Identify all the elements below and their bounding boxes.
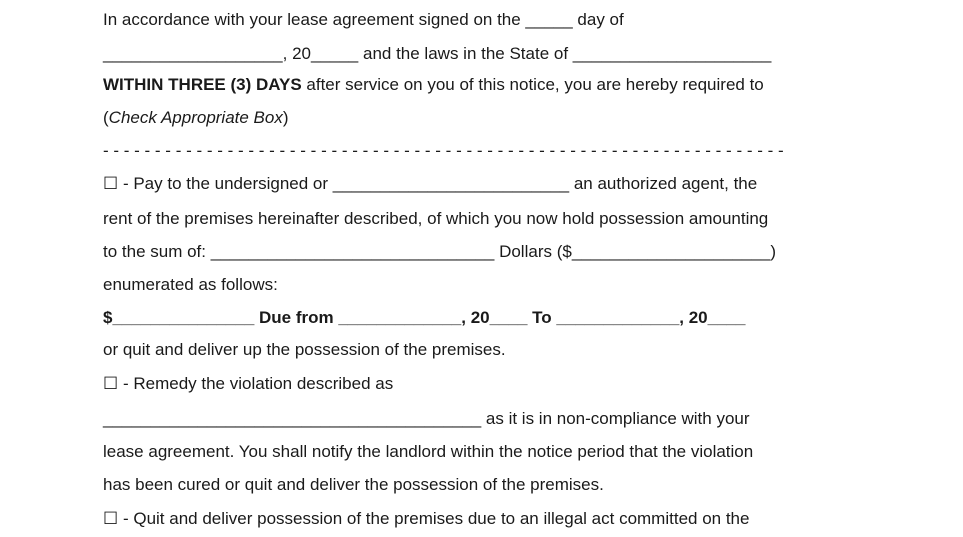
remedy-option-line-3: lease agreement. You shall notify the landlord within the notice period that the violation — [103, 442, 754, 461]
dashed-divider: - - - - - - - - - - - - - - - - - - - - - - - - - - - - - - - - - - - - - - - - - - - - - - - - - - - - - - - - - - - - - - - - - - — [103, 141, 784, 160]
instruction-open-paren: ( — [103, 108, 109, 127]
pay-option-line-1: ☐ - Pay to the undersigned or _________________________ an authorized agent, the — [103, 174, 758, 193]
instruction-italic: Check Appropriate Box — [108, 108, 283, 127]
deadline-text: after service on you of this notice, you are hereby required to — [301, 75, 764, 94]
pay-option-line-2: rent of the premises hereinafter described, of which you now hold possession amounting — [103, 209, 769, 228]
remedy-option-line-1: ☐ - Remedy the violation described as — [103, 374, 394, 393]
pay-option-line-6: or quit and deliver up the possession of the premises. — [103, 340, 506, 359]
lease-intro-line-1: In accordance with your lease agreement signed on the _____ day of — [103, 10, 624, 29]
pay-option-line-4: enumerated as follows: — [103, 275, 278, 294]
pay-option-line-3: to the sum of: ______________________________ Dollars ($_____________________) — [103, 242, 777, 261]
deadline-emphasis: WITHIN THREE (3) DAYS — [103, 75, 302, 94]
deadline-line — [103, 74, 764, 96]
remedy-option-line-2: ________________________________________ as it is in non-compliance with your — [103, 409, 750, 428]
lease-intro-line-2: ___________________, 20_____ and the laws in the State of _____________________ — [103, 44, 772, 63]
pay-option-due-line: $_______________ Due from _____________, 20____ To _____________, 20____ — [103, 308, 746, 327]
remedy-option-line-4: has been cured or quit and deliver the possession of the premises. — [103, 475, 604, 494]
quit-option-line-1: ☐ - Quit and deliver possession of the premises due to an illegal act committed on the — [103, 509, 750, 528]
instruction-close-paren: ) — [282, 108, 289, 127]
instruction-line — [103, 107, 289, 129]
